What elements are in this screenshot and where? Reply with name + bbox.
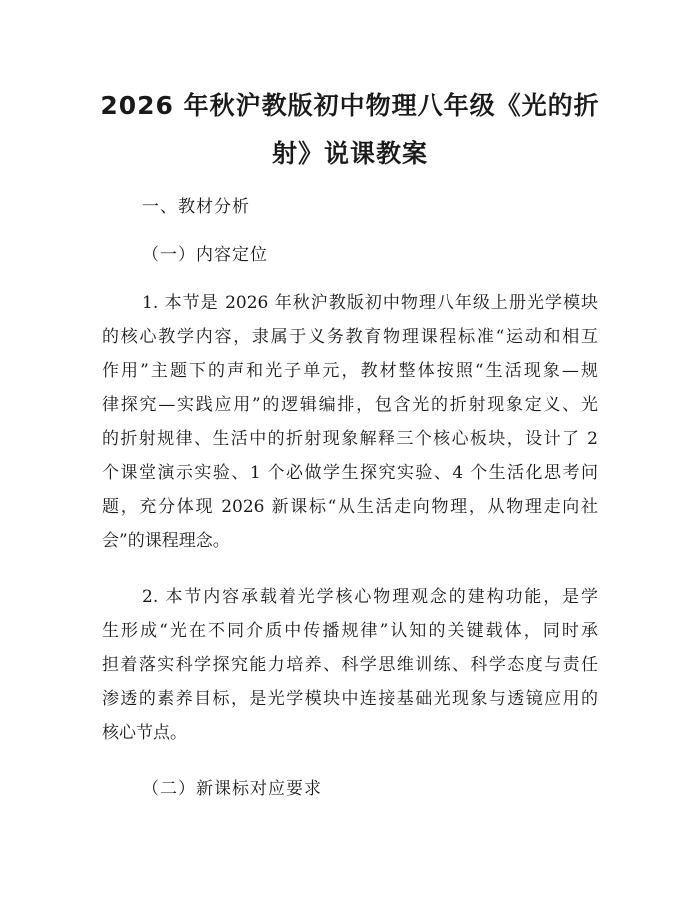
paragraph-2-line: 生形成“光在不同介质中传播规律”认知的关键载体，同时承: [102, 621, 598, 641]
paragraph-1-line: 个课堂演示实验、1 个必做学生探究实验、4 个生活化思考问: [102, 463, 598, 483]
document-title-line-1: 2026 年秋沪教版初中物理八年级《光的折: [100, 91, 600, 120]
paragraph-1-line: 会”的课程理念。: [102, 531, 230, 551]
paragraph-2-line: 核心节点。: [102, 723, 187, 743]
paragraph-1-line: 题，充分体现 2026 新课标“从生活走向物理，从物理走向社: [102, 497, 598, 517]
paragraph-2-line: 担着落实科学探究能力培养、科学思维训练、科学态度与责任: [102, 655, 598, 675]
paragraph-1-line: 律探究—实践应用”的逻辑编排，包含光的折射现象定义、光: [102, 395, 598, 415]
document-title-line-2: 射》说课教案: [271, 139, 428, 168]
subsection-heading-curriculum-requirements: （二）新课标对应要求: [142, 779, 322, 799]
paragraph-1-line: 1. 本节是 2026 年秋沪教版初中物理八年级上册光学模块: [142, 293, 598, 313]
subsection-heading-content-positioning: （一）内容定位: [142, 245, 268, 265]
paragraph-1-line: 的核心教学内容，隶属于义务教育物理课程标准“运动和相互: [102, 327, 598, 347]
paragraph-2-line: 2. 本节内容承载着光学核心物理观念的建构功能，是学: [142, 587, 598, 607]
section-heading-teaching-material-analysis: 一、教材分析: [142, 197, 250, 217]
paragraph-1-line: 作用”主题下的声和光子单元，教材整体按照“生活现象—规: [102, 361, 598, 381]
paragraph-1-line: 的折射规律、生活中的折射现象解释三个核心板块，设计了 2: [102, 429, 598, 449]
paragraph-2-line: 渗透的素养目标，是光学模块中连接基础光现象与透镜应用的: [102, 689, 598, 709]
